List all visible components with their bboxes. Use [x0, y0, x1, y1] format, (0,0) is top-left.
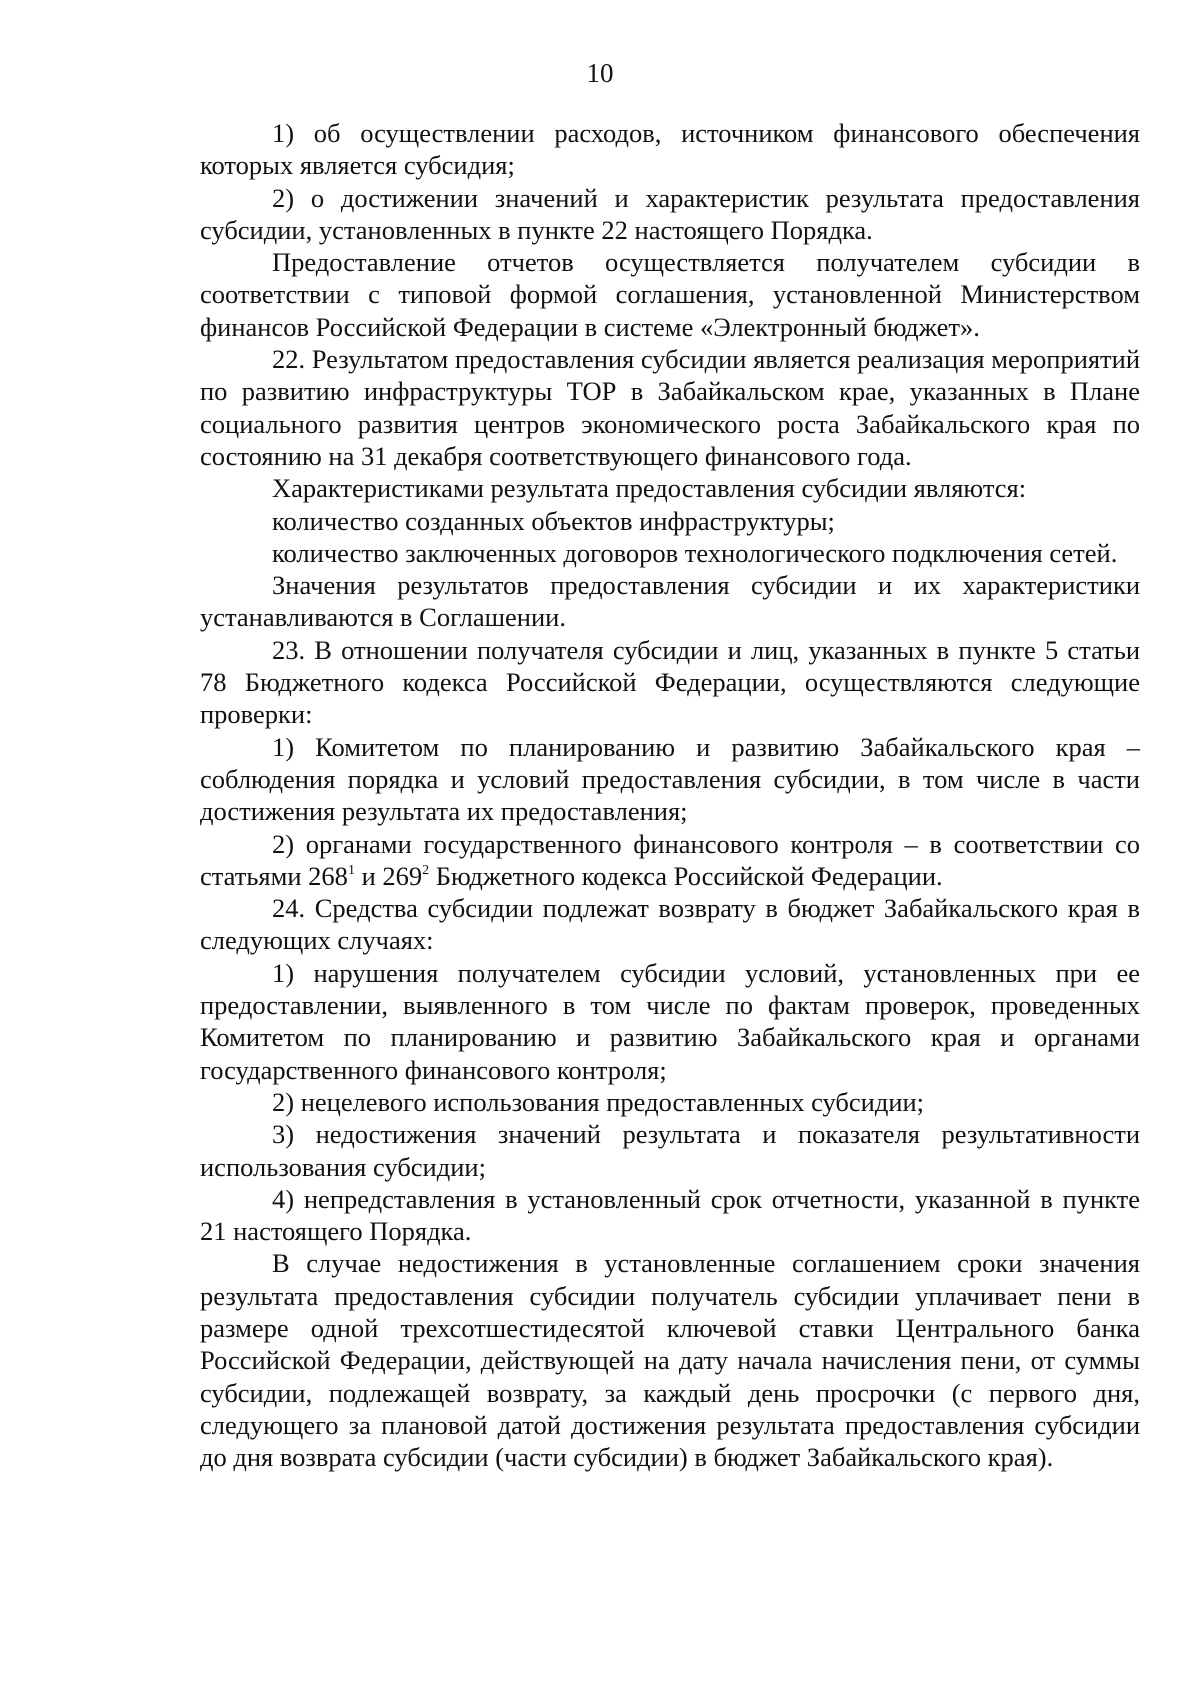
paragraph-characteristic-objects: количество созданных объектов инфраструктуры; [272, 505, 835, 536]
paragraph-return-misuse: 2) нецелевого использования предоставленных субсидии; [272, 1086, 925, 1117]
paragraph-characteristic-contracts: количество заключенных договоров технологического подключения сетей. [272, 537, 1118, 568]
paragraph-report-results: 2) о достижении значений и характеристик результата предоставления субсидии, установленных в пункте 22 настоящего Порядка. [200, 182, 1140, 245]
paragraph-check-committee: 1) Комитетом по планированию и развитию Забайкальского края – соблюдения порядка и условий предоставления субсидии, в том числе в части достижения результата их предоставления; [200, 731, 1140, 827]
paragraph-return-not-achieved: 3) недостижения значений результата и показателя результативности использования субсидии; [200, 1119, 1140, 1182]
superscript-2: 2 [422, 862, 430, 878]
page-number: 10 [586, 58, 614, 88]
paragraph-check-financial-control [200, 828, 1140, 893]
paragraph-item-22: 22. Результатом предоставления субсидии является реализация мероприятий по развитию инфраструктуры ТОР в Забайкальском крае, указанных в Плане социального развития центров экономического роста Забайкальского края по состоянию на 31 декабря соответствующего финансового года. [200, 344, 1141, 471]
paragraph-return-no-report: 4) непредставления в установленный срок отчетности, указанной в пункте 21 настоящего Порядка. [200, 1183, 1140, 1247]
control-text-after: Бюджетного кодекса Российской Федерации. [429, 860, 943, 891]
paragraph-report-expenses: 1) об осуществлении расходов, источником финансового обеспечения которых является субсидия; [200, 118, 1140, 181]
control-text-mid: и 269 [354, 860, 423, 891]
paragraph-penalty: В случае недостижения в установленные соглашением сроки значения результата предоставления субсидии получатель субсидии уплачивает пени в размере одной трехсотшестидесятой ключевой ставки Центрального банка Российской Федерации, действующей на дату начала начисления пени, от суммы субсидии, подлежащей возврату, за каждый день просрочки (с первого дня, следующего за плановой датой достижения результата предоставления субсидии до дня возврата субсидии (части субсидии) в бюджет Забайкальского края). [200, 1248, 1140, 1473]
control-text-before: 2) органами государственного финансового контроля – в соответствии со статьями 268 [200, 828, 1140, 891]
paragraph-report-submission: Предоставление отчетов осуществляется получателем субсидии в соответствии с типовой формой соглашения, установленной Министерством финансов Российской Федерации в системе «Электронный бюджет». [200, 247, 1140, 342]
superscript-1: 1 [347, 862, 355, 878]
paragraph-return-violation: 1) нарушения получателем субсидии условий, установленных при ее предоставлении, выявленного в том числе по фактам проверок, проведенных Комитетом по планированию и развитию Забайкальского края и органами государственного финансового контроля; [200, 957, 1140, 1085]
paragraph-characteristics-intro: Характеристиками результата предоставления субсидии являются: [272, 473, 1027, 504]
document-body [200, 117, 1140, 1473]
paragraph-item-24: 24. Средства субсидии подлежат возврату в бюджет Забайкальского края в следующих случаях: [200, 893, 1140, 956]
paragraph-result-values: Значения результатов предоставления субсидии и их характеристики устанавливаются в Соглашении. [200, 570, 1140, 633]
paragraph-item-23: 23. В отношении получателя субсидии и лиц, указанных в пункте 5 статьи 78 Бюджетного кодекса Российской Федерации, осуществляются следующие проверки: [200, 634, 1140, 730]
